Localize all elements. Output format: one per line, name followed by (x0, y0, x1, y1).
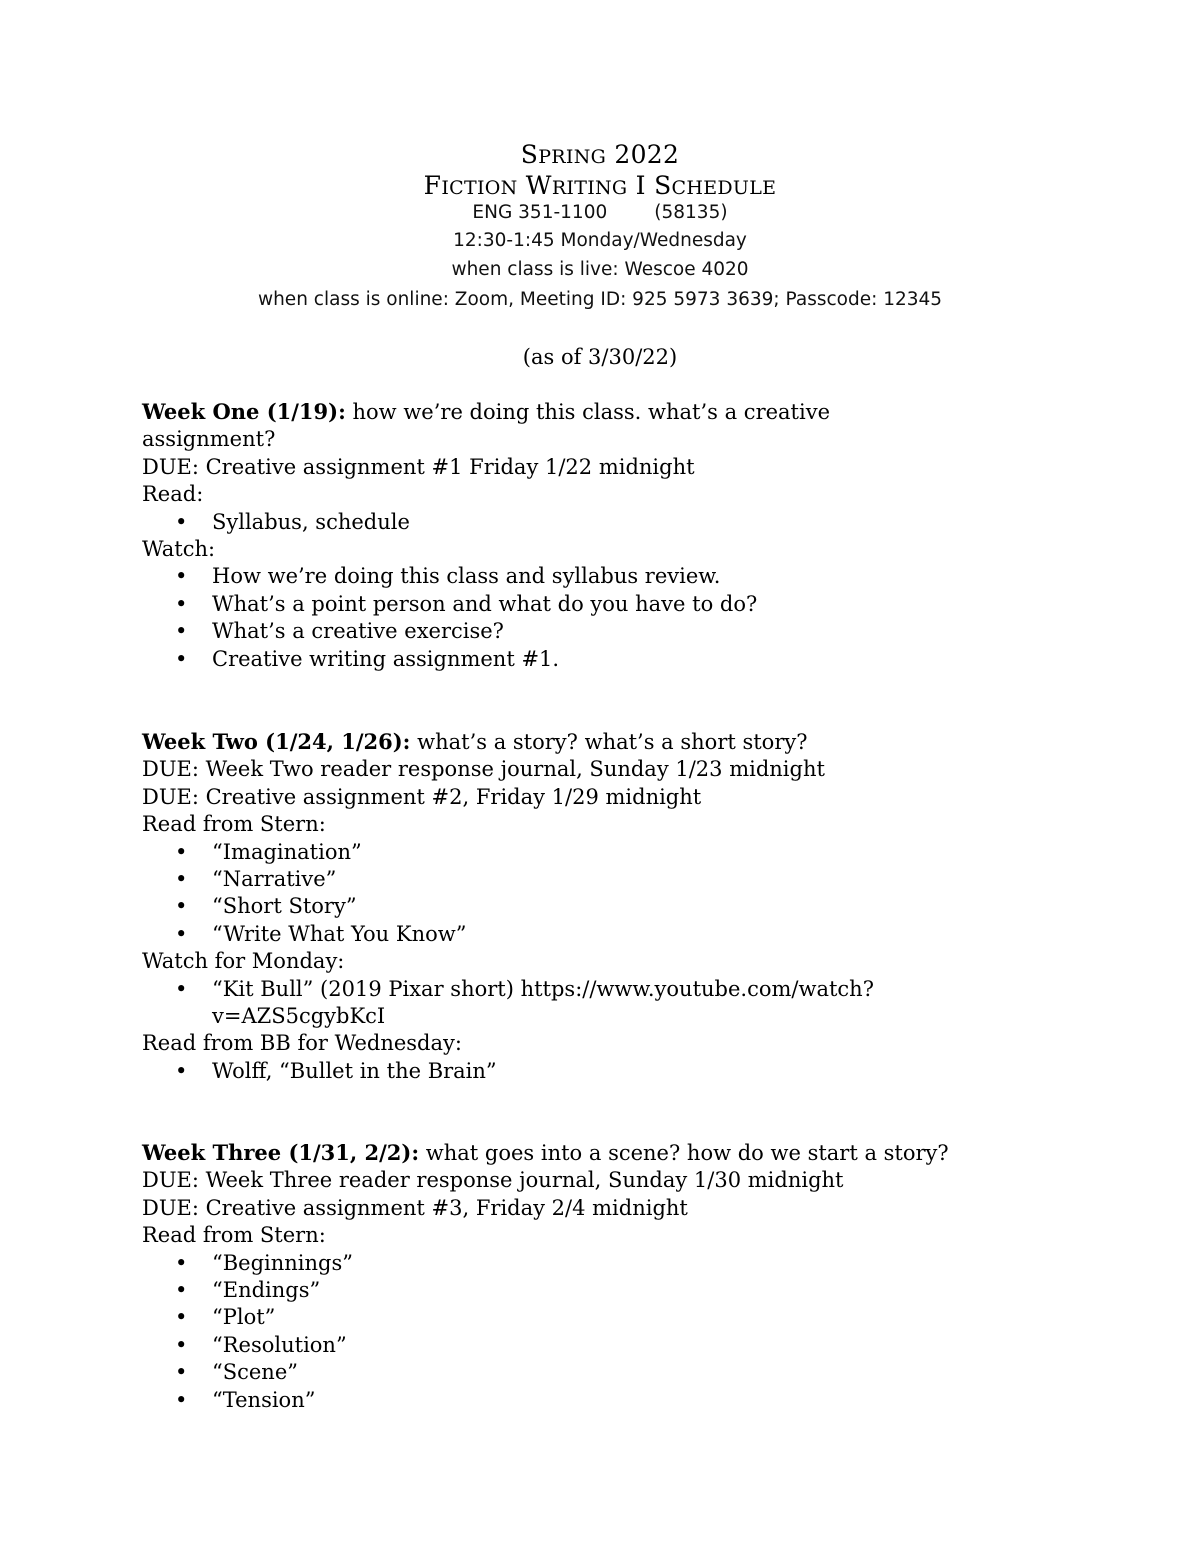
class-time: 12:30-1:45 Monday/Wednesday (453, 230, 747, 251)
week-one-section (142, 398, 1142, 673)
watch-list (142, 563, 1142, 673)
bullet-icon: • (175, 564, 188, 589)
bullet-icon: • (175, 921, 188, 946)
list-item (142, 976, 992, 1031)
week-heading-line (142, 728, 1142, 756)
week-heading-line (142, 1139, 1142, 1167)
list-item: • “Beginnings” (142, 1250, 1142, 1277)
course-schedule-title: FICTION WRITING I SCHEDULE (423, 171, 777, 200)
list-item: • “Plot” (142, 1304, 1142, 1331)
bullet-icon: • (175, 839, 188, 864)
live-location: when class is live: Wescoe 4020 (451, 259, 749, 280)
watch-list (142, 976, 1142, 1031)
list-item: • “Imagination” (142, 839, 1142, 866)
week-heading: Week Two (1/24, 1/26): (142, 729, 411, 754)
read-list (142, 1058, 1142, 1085)
list-item: • Wolff, “Bullet in the Brain” (142, 1058, 1142, 1085)
week-heading: Week Three (1/31, 2/2): (142, 1140, 420, 1165)
read-label: Read from Stern: (142, 1223, 326, 1248)
due-line: DUE: Creative assignment #1 Friday 1/22 midnight (142, 454, 695, 479)
list-item: • “Scene” (142, 1359, 1142, 1386)
read-list (142, 839, 1142, 949)
due-line: DUE: Week Three reader response journal, Sunday 1/30 midnight (142, 1168, 844, 1193)
read-label: Read: (142, 482, 204, 507)
read-label: Read from BB for Wednesday: (142, 1031, 462, 1056)
week-heading-line (142, 398, 1142, 426)
bullet-icon: • (175, 1305, 188, 1330)
list-item: • “Resolution” (142, 1332, 1142, 1359)
week-topic: what’s a story? what’s a short story? (410, 730, 808, 754)
week-three-section (142, 1139, 1142, 1414)
bullet-icon: • (175, 1250, 188, 1275)
week-topic-continued: assignment? (142, 427, 276, 452)
bullet-icon: • (175, 619, 188, 644)
bullet-icon: • (175, 867, 188, 892)
list-item: • “Tension” (142, 1387, 1142, 1414)
week-topic: what goes into a scene? how do we start a story? (419, 1141, 949, 1165)
list-item: • “Write What You Know” (142, 921, 1142, 948)
list-item: • Creative writing assignment #1. (142, 646, 1142, 673)
bullet-icon: • (175, 1058, 188, 1083)
bullet-icon: • (175, 591, 188, 616)
watch-label: Watch: (142, 537, 216, 562)
list-item: • What’s a creative exercise? (142, 618, 1142, 645)
watch-label: Watch for Monday: (142, 949, 345, 974)
read-list (142, 1250, 1142, 1414)
bullet-icon: • (175, 976, 188, 1001)
bullet-icon: • (175, 1278, 188, 1303)
week-two-section (142, 728, 1142, 1085)
list-item: • What’s a point person and what do you have to do? (142, 591, 1142, 618)
bullet-icon: • (175, 1332, 188, 1357)
read-list (142, 509, 1142, 536)
course-number: ENG 351-1100 (58135) (472, 202, 728, 223)
due-line: DUE: Week Two reader response journal, Sunday 1/23 midnight (142, 757, 825, 782)
video-link[interactable]: “Kit Bull” (2019 Pixar short) https://www.youtube.com/watch?v=AZS5cgybKcI (212, 976, 874, 1029)
list-item: • “Endings” (142, 1277, 1142, 1304)
list-item: • “Short Story” (142, 893, 1142, 920)
bullet-icon: • (175, 1360, 188, 1385)
bullet-icon: • (175, 509, 188, 534)
bullet-icon: • (175, 894, 188, 919)
bullet-icon: • (175, 1387, 188, 1412)
bullet-icon: • (175, 646, 188, 671)
due-line: DUE: Creative assignment #3, Friday 2/4 midnight (142, 1195, 688, 1220)
week-heading: Week One (1/19): (142, 399, 346, 424)
week-topic: how we’re doing this class. what’s a creative (345, 400, 830, 424)
list-item: • “Narrative” (142, 866, 1142, 893)
list-item: • How we’re doing this class and syllabus review. (142, 563, 1142, 590)
as-of-date: (as of 3/30/22) (522, 345, 678, 369)
list-item: • Syllabus, schedule (142, 509, 1142, 536)
online-location: when class is online: Zoom, Meeting ID: 925 5973 3639; Passcode: 12345 (257, 289, 943, 310)
due-line: DUE: Creative assignment #2, Friday 1/29 midnight (142, 784, 702, 809)
semester-title: SPRING 2022 (520, 140, 680, 169)
read-label: Read from Stern: (142, 812, 326, 837)
